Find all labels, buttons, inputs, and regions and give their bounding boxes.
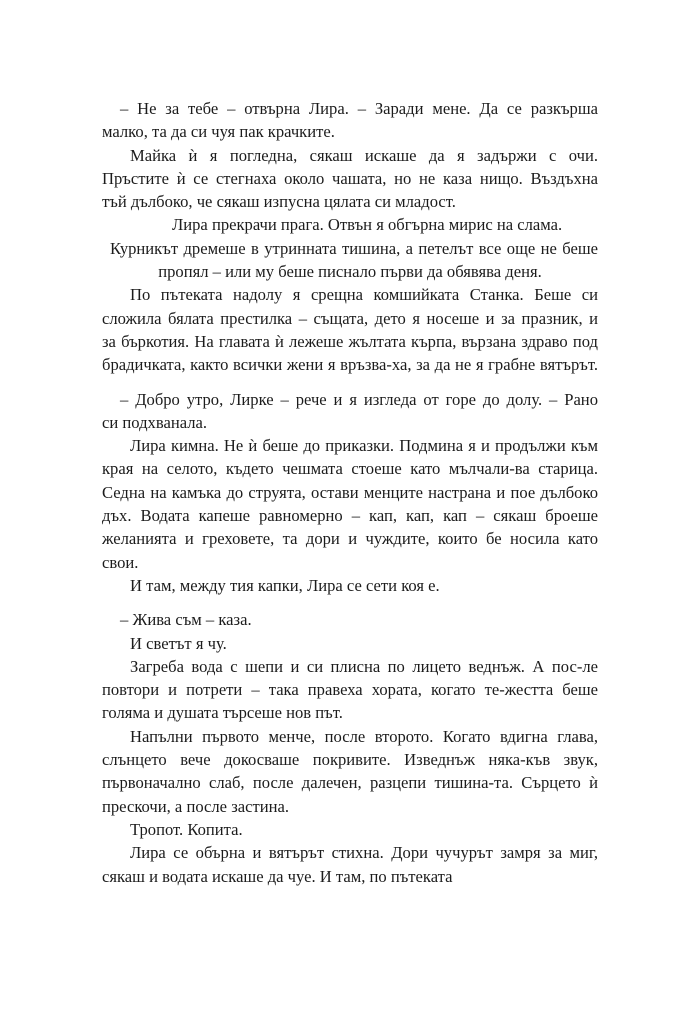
text-line: дъх. Водата капеше равномерно – кап, кап, кап – сякаш броеше: [102, 506, 598, 526]
paragraph: [102, 655, 598, 725]
text-line: за бъркотия. На главата ѝ лежеше жълтата кърпа, вързана здраво под: [102, 331, 598, 351]
text-line: голяма и душата търсеше нов път.: [102, 703, 343, 723]
text-line: Лира се обърна и вятърът стихна. Дори чучурът замря за миг,: [130, 843, 598, 863]
text-line: – Добро утро, Лирке – рече и я изгледа от горе до долу. – Рано: [120, 389, 598, 409]
paragraph: [102, 434, 598, 574]
paragraph: [102, 213, 598, 283]
text-line: Седна на камъка до струята, остави менците настрана и пое дълбоко: [102, 482, 598, 502]
text-line: слънцето вече докосваше покривите. Изведнъж няка-къв звук,: [102, 750, 598, 770]
paragraph: [102, 608, 598, 631]
text-line: И там, между тия капки, Лира се сети коя е.: [130, 575, 440, 595]
text-line: – Жива съм – каза.: [120, 610, 252, 630]
text-line: Лира прекрачи прага. Отвън я обгърна мирис на слама.: [172, 215, 563, 235]
paragraph: [102, 144, 598, 214]
paragraph: [102, 725, 598, 818]
text-line: Майка ѝ я погледна, сякаш искаше да я задържи с очи.: [130, 145, 598, 165]
text-line: прескочи, а после застина.: [102, 796, 290, 816]
paragraph: [102, 283, 598, 376]
text-line: Пръстите ѝ се стегнаха около чашата, но не каза нищо. Въздъхна: [102, 168, 598, 188]
text-line: сякаш и водата искаше да чуе. И там, по пътеката: [102, 866, 453, 886]
page-body-text: [102, 97, 598, 888]
text-line: малко, та да си чуя пак крачките.: [102, 122, 335, 142]
text-line: тъй дълбоко, че сякаш изпусна цялата си младост.: [102, 192, 456, 212]
paragraph: [102, 818, 598, 841]
paragraph: [102, 97, 598, 144]
text-line: – Не за тебе – отвърна Лира. – Заради мене. Да се разкърша: [120, 99, 598, 118]
text-line: сложила бялата престилка – същата, дето я носеше и за празник, и: [102, 308, 598, 328]
text-line: Лира кимна. Не ѝ беше до приказки. Подмина я и продължи към: [130, 436, 598, 456]
text-line: Загреба вода с шепи и си плисна по лицето веднъж. А пос-ле: [130, 656, 598, 676]
text-line: повтори и потрети – така правеха хората, когато те-жестта беше: [102, 680, 598, 700]
paragraph: [102, 841, 598, 888]
text-line: първоначално слаб, после далечен, разцепи тишина-та. Сърцето ѝ: [102, 773, 598, 793]
text-line: желанията и греховете, та дори и чуждите, които бе носила като: [102, 529, 598, 549]
text-line: И светът я чу.: [130, 633, 227, 653]
text-line: Напълни първото менче, после второто. Когато вдигна глава,: [130, 726, 598, 746]
text-line: По пътеката надолу я срещна комшийката Станка. Беше си: [130, 285, 598, 305]
text-line: си подхванала.: [102, 412, 207, 432]
text-line: Курникът дремеше в утринната тишина, а петелът все още не беше: [110, 238, 598, 258]
paragraph: [102, 388, 598, 435]
text-line: брадичката, както всички жени я връзва-ха, за да не я грабне вятърът.: [102, 355, 598, 375]
paragraph: [102, 574, 598, 597]
text-line: края на селото, където чешмата стоеше като мълчали-ва старица.: [102, 459, 598, 479]
text-line: свои.: [102, 552, 139, 572]
text-line: пропял – или му беше писнало първи да обявява деня.: [158, 262, 542, 282]
paragraph: [102, 632, 598, 655]
text-line: Тропот. Копита.: [130, 819, 243, 839]
